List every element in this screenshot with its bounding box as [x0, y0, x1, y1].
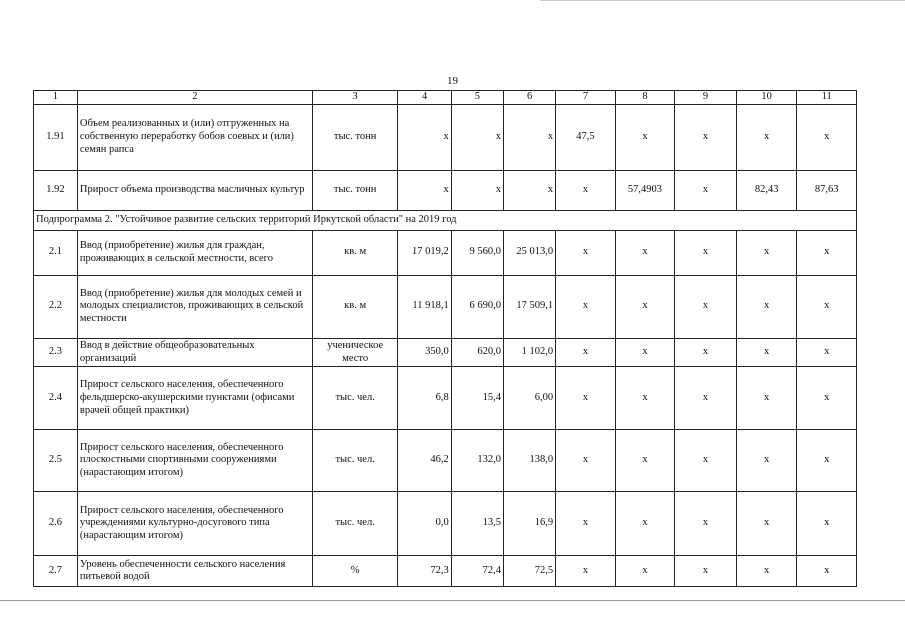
unit: тыс. чел. [312, 367, 398, 430]
unit: кв. м [312, 230, 398, 275]
value-col-11: x [797, 367, 857, 430]
value-col-5: 72,4 [451, 556, 503, 587]
value-col-11: x [797, 556, 857, 587]
value-col-7: 47,5 [556, 104, 616, 170]
row-number: 1.92 [34, 170, 78, 210]
row-number: 2.3 [34, 338, 78, 367]
indicator-name: Прирост сельского населения, обеспеченного плоскостными спортивными сооружениями (нарастающим итогом) [77, 430, 312, 492]
table-row [34, 430, 857, 492]
value-col-10: x [736, 230, 797, 275]
value-col-4: x [398, 170, 451, 210]
value-col-7: x [556, 430, 616, 492]
value-col-8: x [615, 338, 675, 367]
table-row [34, 170, 857, 210]
value-col-5: x [451, 170, 503, 210]
value-col-4: 17 019,2 [398, 230, 451, 275]
unit: тыс. чел. [312, 430, 398, 492]
value-col-7: x [556, 492, 616, 556]
value-col-10: x [736, 556, 797, 587]
table-row [34, 556, 857, 587]
value-col-11: x [797, 230, 857, 275]
value-col-9: x [675, 492, 737, 556]
row-number: 2.7 [34, 556, 78, 587]
column-header-3: 3 [312, 91, 398, 105]
row-number: 2.1 [34, 230, 78, 275]
column-header-6: 6 [503, 91, 555, 105]
header-row [34, 91, 857, 105]
column-header-9: 9 [675, 91, 737, 105]
table-row [34, 275, 857, 338]
table-row [34, 492, 857, 556]
scan-edge-line [540, 0, 905, 1]
value-col-9: x [675, 556, 737, 587]
value-col-4: 46,2 [398, 430, 451, 492]
value-col-6: x [503, 170, 555, 210]
value-col-11: x [797, 275, 857, 338]
table-row [34, 338, 857, 367]
value-col-9: x [675, 230, 737, 275]
value-col-6: 6,00 [503, 367, 555, 430]
value-col-6: 1 102,0 [503, 338, 555, 367]
indicator-name: Ввод в действие общеобразовательных организаций [77, 338, 312, 367]
value-col-5: 15,4 [451, 367, 503, 430]
row-number: 2.6 [34, 492, 78, 556]
value-col-5: 132,0 [451, 430, 503, 492]
value-col-11: 87,63 [797, 170, 857, 210]
row-number: 2.2 [34, 275, 78, 338]
indicator-name: Уровень обеспеченности сельского населения питьевой водой [77, 556, 312, 587]
unit: кв. м [312, 275, 398, 338]
unit: тыс. тонн [312, 170, 398, 210]
value-col-9: x [675, 170, 737, 210]
value-col-10: x [736, 104, 797, 170]
column-header-11: 11 [797, 91, 857, 105]
value-col-9: x [675, 104, 737, 170]
unit: % [312, 556, 398, 587]
indicator-name: Ввод (приобретение) жилья для граждан, проживающих в сельской местности, всего [77, 230, 312, 275]
value-col-7: x [556, 230, 616, 275]
unit: тыс. тонн [312, 104, 398, 170]
row-number: 2.5 [34, 430, 78, 492]
value-col-8: x [615, 230, 675, 275]
row-number: 1.91 [34, 104, 78, 170]
table-row [34, 104, 857, 170]
value-col-10: 82,43 [736, 170, 797, 210]
indicator-name: Ввод (приобретение) жилья для молодых семей и молодых специалистов, проживающих в сельской местности [77, 275, 312, 338]
value-col-6: 16,9 [503, 492, 555, 556]
value-col-11: x [797, 104, 857, 170]
value-col-4: 350,0 [398, 338, 451, 367]
value-col-5: 13,5 [451, 492, 503, 556]
value-col-8: x [615, 275, 675, 338]
column-header-7: 7 [556, 91, 616, 105]
value-col-9: x [675, 430, 737, 492]
value-col-5: 6 690,0 [451, 275, 503, 338]
value-col-8: x [615, 492, 675, 556]
value-col-7: x [556, 275, 616, 338]
value-col-10: x [736, 275, 797, 338]
column-header-5: 5 [451, 91, 503, 105]
table-row [34, 230, 857, 275]
value-col-8: x [615, 556, 675, 587]
value-col-6: 25 013,0 [503, 230, 555, 275]
table-row [34, 367, 857, 430]
value-col-6: x [503, 104, 555, 170]
indicators-table [33, 90, 857, 587]
value-col-6: 17 509,1 [503, 275, 555, 338]
value-col-6: 72,5 [503, 556, 555, 587]
column-header-4: 4 [398, 91, 451, 105]
value-col-4: 72,3 [398, 556, 451, 587]
value-col-5: 9 560,0 [451, 230, 503, 275]
value-col-10: x [736, 338, 797, 367]
unit: тыс. чел. [312, 492, 398, 556]
value-col-10: x [736, 367, 797, 430]
unit: ученическое место [312, 338, 398, 367]
value-col-5: 620,0 [451, 338, 503, 367]
value-col-9: x [675, 367, 737, 430]
value-col-7: x [556, 338, 616, 367]
column-header-10: 10 [736, 91, 797, 105]
value-col-8: 57,4903 [615, 170, 675, 210]
value-col-6: 138,0 [503, 430, 555, 492]
row-number: 2.4 [34, 367, 78, 430]
value-col-7: x [556, 170, 616, 210]
value-col-11: x [797, 430, 857, 492]
value-col-4: x [398, 104, 451, 170]
value-col-8: x [615, 367, 675, 430]
value-col-10: x [736, 492, 797, 556]
value-col-7: x [556, 556, 616, 587]
value-col-4: 0,0 [398, 492, 451, 556]
value-col-11: x [797, 338, 857, 367]
value-col-4: 11 918,1 [398, 275, 451, 338]
indicator-name: Объем реализованных и (или) отгруженных на собственную переработку бобов соевых и (или) семян рапса [77, 104, 312, 170]
value-col-7: x [556, 367, 616, 430]
section-row [34, 210, 857, 230]
value-col-9: x [675, 275, 737, 338]
page-number: 19 [447, 75, 458, 87]
value-col-9: x [675, 338, 737, 367]
value-col-10: x [736, 430, 797, 492]
indicator-name: Прирост сельского населения, обеспеченного фельдшерско-акушерскими пунктами (офисами врачей общей практики) [77, 367, 312, 430]
value-col-5: x [451, 104, 503, 170]
column-header-2: 2 [77, 91, 312, 105]
scan-bottom-edge [0, 600, 905, 601]
value-col-8: x [615, 104, 675, 170]
value-col-4: 6,8 [398, 367, 451, 430]
column-header-1: 1 [34, 91, 78, 105]
section-title: Подпрограмма 2. "Устойчивое развитие сельских территорий Иркутской области" на 2019 год [34, 210, 857, 230]
value-col-8: x [615, 430, 675, 492]
indicator-name: Прирост сельского населения, обеспеченного учреждениями культурно-досугового типа (нарастающим итогом) [77, 492, 312, 556]
indicator-name: Прирост объема производства масличных культур [77, 170, 312, 210]
column-header-8: 8 [615, 91, 675, 105]
value-col-11: x [797, 492, 857, 556]
